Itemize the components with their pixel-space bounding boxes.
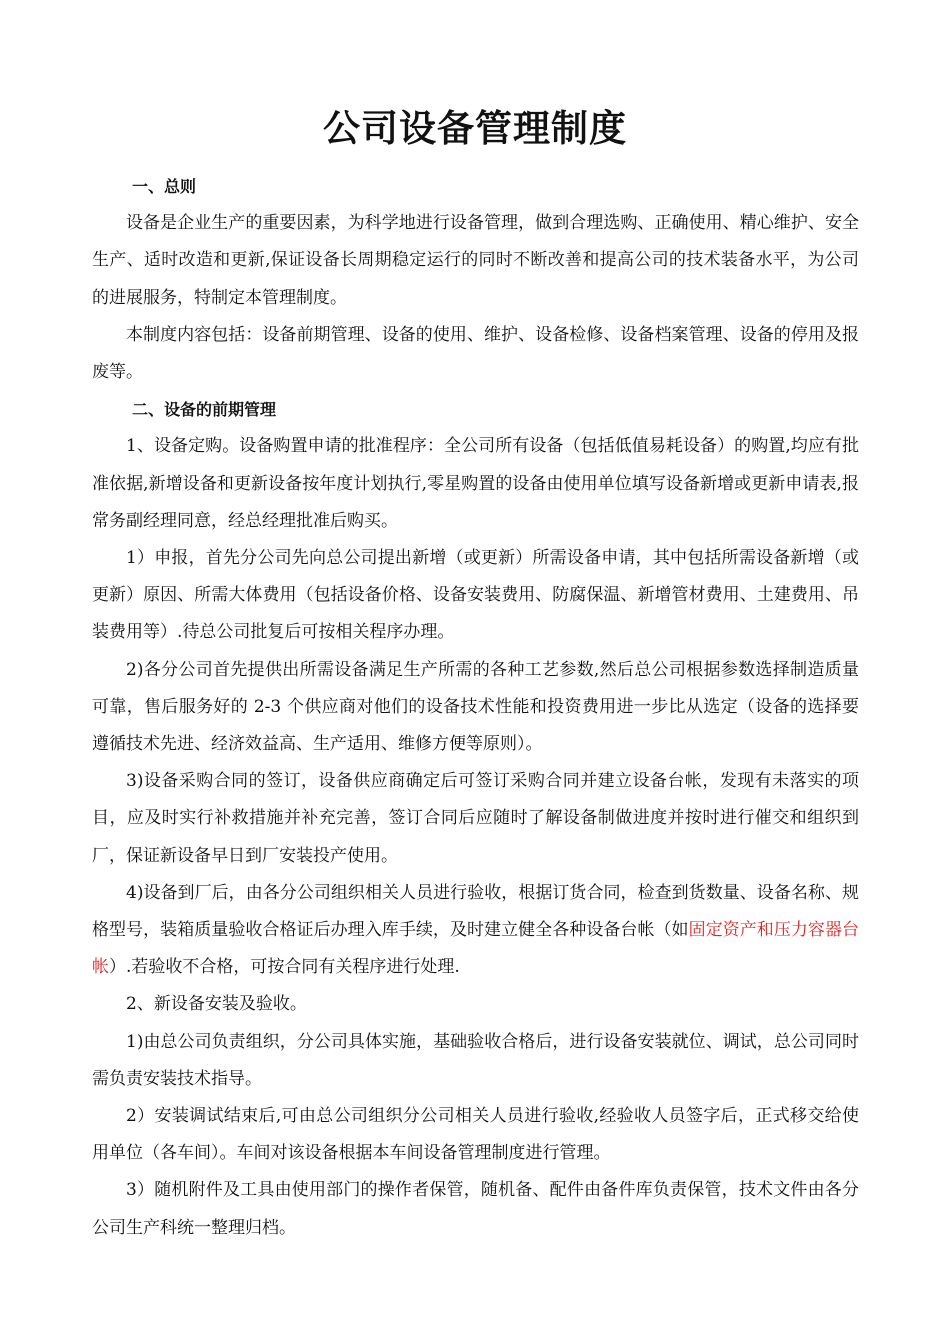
paragraph: 3）随机附件及工具由使用部门的操作者保管，随机备、配件由备件库负责保管，技术文件由各分公司生产科统一整理归档。	[92, 1180, 859, 1238]
document-title: 公司设备管理制度	[323, 107, 627, 150]
paragraph: 设备是企业生产的重要因素，为科学地进行设备管理，做到合理选购、正确使用、精心维护、安全生产、适时改造和更新,保证设备长周期稳定运行的同时不断改善和提高公司的技术装备水平，为公司的进展服务，特制定本管理制度。	[92, 213, 859, 308]
paragraph: 1）申报，首先分公司先向总公司提出新增（或更新）所需设备申请，其中包括所需设备新增（或更新）原因、所需大体费用（包括设备价格、设备安装费用、防腐保温、新增管材费用、土建费用、吊装费用等）.待总公司批复后可按相关程序办理。	[92, 548, 859, 643]
paragraph-with-highlight	[92, 875, 859, 987]
paragraph: 1、设备定购。设备购置申请的批准程序：全公司所有设备（包括低值易耗设备）的购置,均应有批准依据,新增设备和更新设备按年度计划执行,零星购置的设备由使用单位填写设备新增或更新申请表,报常务副经理同意，经总经理批准后购买。	[92, 436, 859, 531]
paragraph: 1)由总公司负责组织，分公司具体实施，基础验收合格后，进行设备安装就位、调试，总公司同时需负责安装技术指导。	[92, 1031, 859, 1089]
paragraph-text: ）.若验收不合格，可按合同有关程序进行处理.	[109, 957, 460, 978]
section-heading-general: 一、总则	[132, 177, 197, 196]
paragraph: 2）安装调试结束后,可由总公司组织分公司相关人员进行验收,经验收人员签字后，正式移交给使用单位（各车间）。车间对该设备根据本车间设备管理制度进行管理。	[92, 1106, 859, 1164]
paragraph: 3)设备采购合同的签订，设备供应商确定后可签订采购合同并建立设备台帐，发现有未落实的项目，应及时实行补救措施并补充完善，签订合同后应随时了解设备制做进度并按时进行催交和组织到厂，保证新设备早日到厂安装投产使用。	[92, 771, 859, 866]
highlighted-text: 固定资产和压力容器台帐	[92, 920, 860, 978]
paragraph: 2、新设备安装及验收。	[126, 994, 307, 1015]
paragraph: 2)各分公司首先提供出所需设备满足生产所需的各种工艺参数,然后总公司根据参数选择制造质量可靠，售后服务好的 2-3 个供应商对他们的设备技术性能和投资费用进一步比从选定（设备的选择要遵循技术先进、经济效益高、生产适用、维修方便等原则）。	[92, 659, 859, 755]
paragraph-text: 4)设备到厂后，由各分公司组织相关人员进行验收，根据订货合同，检查到货数量、设备名称、规格型号，装箱质量验收合格证后办理入库手续，及时建立健全各种设备台帐（如	[92, 882, 859, 941]
document-body	[92, 168, 859, 1247]
paragraph: 本制度内容包括：设备前期管理、设备的使用、维护、设备检修、设备档案管理、设备的停用及报废等。	[92, 324, 859, 383]
section-heading-early-management: 二、设备的前期管理	[132, 400, 277, 420]
